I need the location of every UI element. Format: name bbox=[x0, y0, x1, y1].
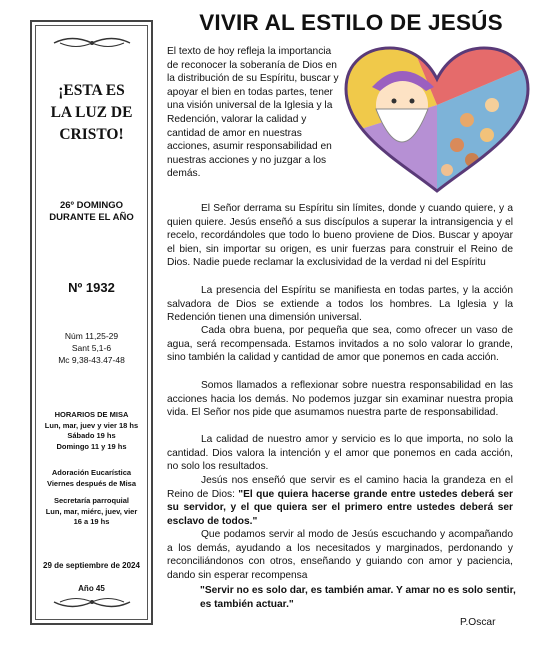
page-title: VIVIR AL ESTILO DE JESÚS bbox=[199, 10, 503, 35]
ornament-bottom-icon bbox=[52, 595, 132, 609]
sidebar-heading: ¡ESTA ES LA LUZ DE CRISTO! bbox=[50, 82, 133, 143]
adoration-info: Adoración Eucarística Viernes después de Misa bbox=[46, 468, 137, 488]
sidebar-frame bbox=[30, 20, 153, 625]
paragraph-serve-like-jesus: Que podamos servir al modo de Jesús escuchando y acompañando a los demás, ayudando a los necesitados y marginados, perdonando y reconciliándonos con otros, enseñando y guiando con amor y paciencia, dando sin esperar recompensa bbox=[167, 529, 513, 581]
liturgical-sunday: 26º DOMINGO DURANTE EL AÑO bbox=[49, 200, 134, 223]
intro-paragraph: El texto de hoy refleja la importancia de reconocer la soberanía de Dios en la distribución de su Espíritu, buscar y apoyar el bien en todas partes, tener una visión universal de la Iglesia y la Redención, valorar la calidad y cantidad de amor en nuestras acciones, asumir responsabilidad en nuestras acciones y no juzgar a los demás. bbox=[167, 46, 339, 180]
issue-number: Nº 1932 bbox=[68, 280, 115, 295]
paragraph-service bbox=[167, 474, 513, 528]
issue-date: 29 de septiembre de 2024 bbox=[43, 561, 140, 570]
paragraph-responsibility: Somos llamados a reflexionar sobre nuestra responsabilidad en las acciones hacia los demás. No podemos juzgar sin examinar nuestra propia vida. El Señor nos pide que asumamos nuestra parte de responsabilidad. bbox=[167, 380, 513, 419]
mass-schedule: HORARIOS DE MISA Lun, mar, juev y vier 18 hs Sábado 19 hs Domingo 11 y 19 hs bbox=[44, 410, 139, 451]
closing-quote: "Servir no es solo dar, es también amar. Y amar no es solo sentir, es también actuar." bbox=[200, 585, 516, 610]
paragraph-good-works: Cada obra buena, por pequeña que sea, como ofrecer un vaso de agua, será recompensada. Estamos invitados a no solo valorar lo grande, sino también la calidad y cantidad de amor que ponemos en cada acción. bbox=[167, 325, 513, 364]
heart-illustration-icon bbox=[342, 45, 532, 195]
issue-year: Año 45 bbox=[78, 584, 105, 593]
gospel-quote: "El que quiera hacerse grande entre ustedes deberá ser su servidor, y el que quiera ser el primero entre ustedes deberá ser esclavo de todos." bbox=[167, 488, 513, 527]
paragraph-love-quality: La calidad de nuestro amor y servicio es lo que importa, no solo la cantidad. Dios valora la intención y el amor que ponemos en cada acción, no solo los resultados. bbox=[167, 434, 513, 473]
service-text: Jesús nos enseñó que servir es el camino hacia la grandeza en el Reino de Dios: bbox=[167, 475, 513, 500]
readings-list: Núm 11,25-29 Sant 5,1-6 Mc 9,38-43.47-48 bbox=[58, 331, 125, 365]
signature: P.Oscar bbox=[460, 617, 496, 628]
secretary-info: Secretaría parroquial Lun, mar, miérc, juev, vier 16 a 19 hs bbox=[45, 496, 138, 526]
ornament-top-icon bbox=[52, 36, 132, 50]
paragraph-universal: La presencia del Espíritu se manifiesta en todas partes, y la acción salvadora de Dios se extiende a todos los hombres. La Iglesia y la Redención tienen una dimensión universal. bbox=[167, 285, 513, 324]
paragraph-spirit: El Señor derrama su Espíritu sin límites, donde y cuando quiere, y a quien quiere. Jesús enseñó a sus discípulos a superar la intransigencia y el recelo, recordándoles que todo lo bueno proviene de Dios. Buscar y apoyar el bien, sin importar su origen, es unir fuerzas para construir el Reino de Dios. Nadie puede reclamar la exclusividad de la verdad ni del Espíritu bbox=[167, 203, 513, 269]
